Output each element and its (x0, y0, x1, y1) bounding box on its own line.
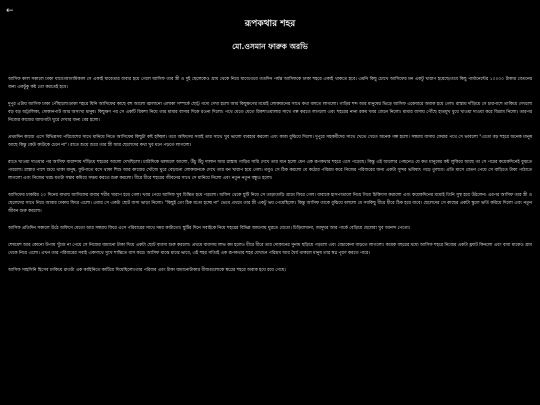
story-title: রূপকথার শহর (244, 19, 296, 29)
story-paragraph: দুপুর এটায় আসিফ ঢাকা পৌঁছালো।ঢাকা শহরে যিনি আসিফের কাছে বহু আলো জ্বালানো এলাকা সম্পর্কে ছোট্ট গদ্যে দেখা হলো আর কিছুক্ষণের মধ্যেই লোকজনের সাথে কথা বলতে লাগলো। গাড়ির শব্দ আর মানুষের ভিড়ে আসিফ একেবারে অবাক হয়ে গেল। রাস্তায় দাঁড়িয়ে সে চারপাশে তাকিয়ে দেখলো বড় বড় অট্টালিকা, দোকানপাট আর অসংখ্য মানুষ। কিছুক্ষণ পর সে একটি রিকশা নিয়ে তার মামার বাসার দিকে রওনা দিলো। পথে যেতে যেতে রিকশাওয়ালার সাথে গল্প করতে লাগলো এবং শহরের নানা রকম খবর জেনে নিলো। মামার বাসায় পৌঁছে হাতমুখ ধুয়ে খাওয়া দাওয়া করে বিশ্রাম নিলো। তারপর নিজের কাজের জায়গাটা ঘুরে দেখার জন্য বের হলো। (8, 101, 532, 124)
story-paragraph: শেষমেশ আর কোনো উপায় খুঁজে না পেয়ে সে নিজের জমানো টাকা দিয়ে একটা ছোট ব্যবসা শুরু করলো। প্রথমে ব্যবসায় লাভ কম হলেও ধীরে ধীরে তার দোকানের সুনাম ছড়িয়ে পড়লো এবং বেচাকেনা বাড়তে লাগলো। কয়েক বছরের মধ্যে আসিফ শহরে নিজের একটা ফ্ল্যাট কিনলো এবং বাবা মাকেও গ্রাম থেকে নিয়ে এলো। এখন তার পরিবারের সবাই একসাথে সুখে শান্তিতে বাস করে। আসিফ মাঝে মাঝে ভাবে, এই শহর সত্যিই এক রূপকথার শহর যেখানে পরিশ্রম আর ধৈর্য থাকলে মানুষ তার স্বপ্ন পূরণ করতে পারে। (8, 242, 532, 257)
story-paragraph: রাতে খাওয়া দাওয়ার পর আসিফ বারান্দায় দাঁড়িয়ে শহরের আলো দেখছিলো। চারিদিকে ঝলমলে আলো, উঁচু উঁচু দালান আর রাস্তায় গাড়ির সারি দেখে তার মনে হলো যেন এক রূপকথার শহরে এসে পড়েছে। কিন্তু এই আলোর পেছনেও যে কত মানুষের কষ্ট লুকিয়ে আছে তা সে পরের কয়েকদিনেই বুঝতে পারলো। রাস্তার পাশে শুয়ে থাকা মানুষ, ফুটপাতে বসে থাকা শিশু আর কাজের খোঁজে ঘুরে বেড়ানো লোকজনকে দেখে তার মন খারাপ হয়ে গেল। তবুও সে ঠিক করলো যে কঠোর পরিশ্রম করে নিজের পরিবারের জন্য একটা সুন্দর ভবিষ্যৎ গড়ে তুলবে। প্রতি মাসে বেতন পেয়ে সে বাড়িতে টাকা পাঠাতে লাগলো এবং নিজের খরচ যতটা সম্ভব কমিয়ে সঞ্চয় করতে শুরু করলো। ধীরে ধীরে শহরের জীবনের সাথে সে মানিয়ে নিলো এবং নতুন নতুন বন্ধুও হলো। (8, 159, 532, 182)
story-body (8, 76, 532, 283)
story-paragraph: আসিফ সাহসিনি হিসেব ঢাকিয়ে রাতটা এক কাহিনিতে কাটিয়ে দিয়েছিলো।তার পরিবার এবং টাকা জমানোটাকার বীজগুলোকে স্বপ্নের শহরে অবাক হয়ে রয়ে গেছে। (8, 267, 286, 273)
story-paragraph: আসিফ প্রতিদিন সকালে উঠে অফিসে যেতো আর সন্ধ্যায় ফিরে এসে পরিবারের সাথে সময় কাটাতো। ছুটির দিনে সবাইকে নিয়ে শহরের বিভিন্ন জায়গায় ঘুরতে যেতো। চিড়িয়াখানা, জাদুঘর আর পার্কে বেড়িয়ে ছেলেরা খুব আনন্দ পেতো। (8, 226, 411, 232)
story-author: মো.ওসমান ফারুক অরভি (232, 42, 308, 51)
story-paragraph: প্রথমদিন কাজে এসে বিভিন্নসব পরিবেশের সাথে মানিয়ে নিতে আসিফের কিছুটা কষ্ট হচ্ছিল। তবে অফিসের সবাই তার সাথে খুব ভালো ব্যবহার করলো এবং কাজ বুঝিয়ে দিলো। দুপুরে সহকর্মীদের সাথে খেতে খেতে অনেক গল্প হলো। সন্ধ্যায় বাসায় ফেরার পথে সে ভাবলো "এতো বড় শহরে অনেক মানুষ আছে কিন্তু কেউ কাউকে চেনে না"। রাতে শুয়ে শুয়ে তার স্ত্রী আর ছেলেদের কথা খুব মনে পড়তে লাগলো। (8, 135, 532, 149)
back-arrow-icon[interactable]: ← (6, 6, 14, 16)
story-paragraph: আসিফ কাল সকালে ঢাকা যাবে।আগামিকাল সে একাই যাবেতার বাবার হয়ে গেলে আসিফ তার স্ত্রী ও দুই ছেলেকেও গ্রাম থেকে নিয়ে যাবে।তবে ততদিন পর্যন্ত আসিফকে ঢাকা শহরে একাই থাকতে হবে। এমনি কিছু চোখে আসিফের মন একটু খারাপ হয়েছে।তবে কিছু পার্মানেন্টের ১০০০০ টাকার বেতনের জন্য একটুকু কষ্ট তো করতেই হবে। (8, 77, 532, 91)
story-paragraph: আসিফের চাকরির ২০ দিনের মাথায় আসিফের বাবার শরীর খারাপ হয়ে গেল। খবর পেয়ে আসিফ খুব চিন্তিত হয়ে পড়লো। অফিস থেকে ছুটি নিয়ে সে তাড়াতাড়ি গ্রামে ফিরে গেল। বাবাকে হাসপাতালে নিয়ে গিয়ে চিকিৎসা করালো এবং কয়েকদিনের মধ্যেই তিনি সুস্থ হয়ে উঠলেন। এরপর আসিফ তার স্ত্রী ও ছেলেদের সাথে নিয়ে আবার ঢাকায় ফিরে এলো। এবার সে একটা ছোট বাসা ভাড়া নিলো। "কিছুই তো ঠিক মতো হচ্ছে না" ভেবে প্রথমে তার স্ত্রী একটু ভয় পেয়েছিলো। কিন্তু আসিফ তাকে বুঝিয়ে বললো যে সবকিছু ধীরে ধীরে ঠিক হয়ে যাবে। ছেলেদের সে কাছের একটা স্কুলে ভর্তি করিয়ে দিলো এবং নতুন জীবন শুরু করলো। (8, 193, 532, 215)
